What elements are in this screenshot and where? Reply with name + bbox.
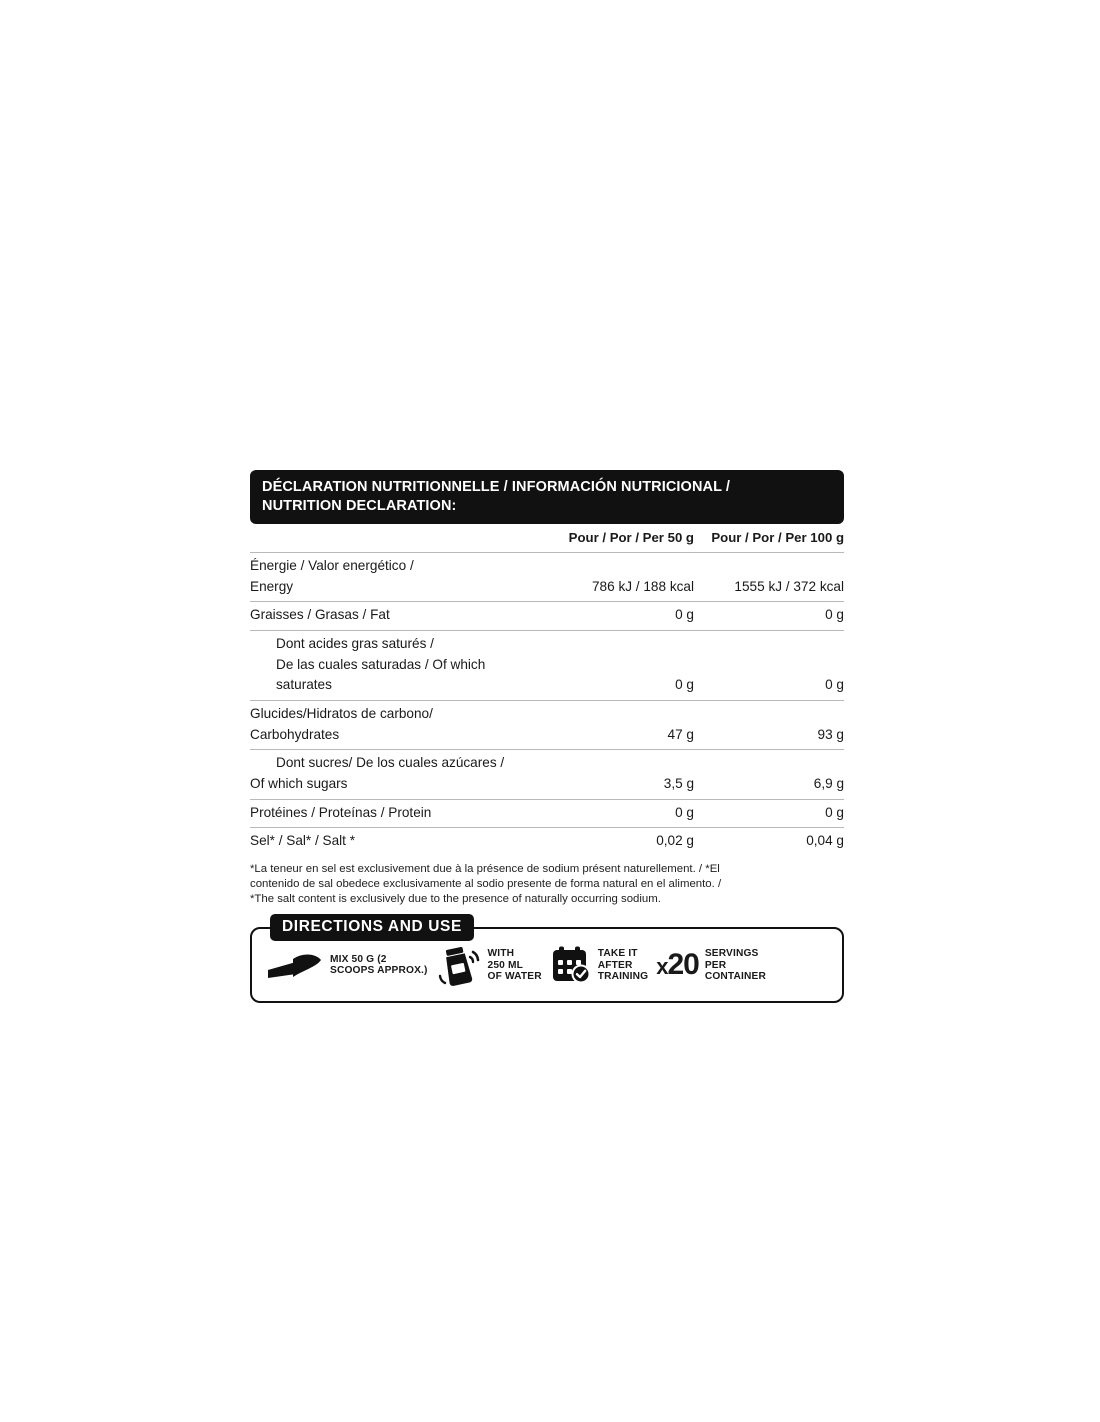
row-label-line-1: Protéines / Proteínas / Protein [250,804,432,820]
servings-icon [656,950,699,980]
row-label-line-1: Sel* / Sal* / Salt * [250,833,356,849]
shaker-icon [436,943,482,987]
row-label-line-1: Dont sucres/ De los cuales azúcares / [276,755,505,771]
row-value-per-100g: 1555 kJ / 372 kcal [734,578,844,594]
row-value-per-50g: 0 g [675,677,694,693]
row-value-per-50g: 0 g [675,607,694,623]
nutrition-declaration-header [250,470,844,524]
table-row [250,602,844,631]
table-row [250,701,844,750]
direction-step-servings-text [705,948,766,982]
direction-step-mix-line-2: SCOOPS APPROX.) [330,965,428,977]
row-value-per-100g: 0 g [825,607,844,623]
direction-step-servings-line-3: CONTAINER [704,971,766,983]
direction-step-mix [266,948,428,982]
row-label-line-2: De las cuales saturadas / Of which saturates [276,656,486,693]
column-header-per-100g: Pour / Por / Per 100 g [711,530,844,546]
row-value-per-100g: 0 g [825,804,844,820]
row-value-per-50g: 786 kJ / 188 kcal [591,578,694,594]
table-row [250,750,844,799]
direction-step-timing-line-1: TAKE IT [597,948,638,960]
table-header-row [250,530,844,553]
row-value-per-100g: 6,9 g [813,776,844,791]
row-label-line-1: Graisses / Grasas / Fat [250,607,390,623]
direction-step-servings-line-2: PER [704,959,727,971]
row-value-per-100g: 93 g [817,726,844,742]
table-row [250,631,844,701]
direction-step-mix-line-1: MIX 50 G (2 [330,954,387,966]
row-value-per-50g: 0,02 g [656,833,694,849]
footnote-line-1: *La teneur en sel est exclusivement due à la présence de sodium présent naturellement. / *El [250,862,720,875]
row-value-per-50g: 0 g [675,804,694,820]
row-value-per-50g: 47 g [667,726,694,742]
row-value-per-100g: 0,04 g [806,833,844,849]
row-label-line-1: Énergie / Valor energético / [250,558,414,574]
row-label-energy [250,553,536,602]
direction-step-mix-text [330,954,428,977]
table-row [250,828,844,856]
column-header-label [250,530,536,553]
row-label-salt [250,828,536,856]
row-label-line-1: Glucides/Hidratos de carbono/ [250,706,433,722]
nutrition-table-head [250,530,844,553]
direction-step-water-line-2: 250 ML [487,959,523,971]
table-row [250,553,844,602]
direction-step-water-text [488,948,542,982]
directions-and-use-box [250,918,844,1003]
direction-step-timing-line-2: AFTER [597,959,633,971]
nutrition-panel [250,470,844,1003]
row-label-carbohydrates [250,701,536,750]
nutrition-header-line-2: NUTRITION DECLARATION: [262,497,457,514]
table-row [250,799,844,828]
nutrition-table-body [250,553,844,856]
servings-multiplier: x [656,954,668,980]
direction-step-water [436,943,542,987]
nutrition-header-line-1: DÉCLARATION NUTRITIONNELLE / INFORMACIÓN NUTRICIONAL / [262,479,731,495]
servings-amount: 20 [667,948,699,982]
column-header-per-50g: Pour / Por / Per 50 g [568,530,694,546]
calendar-check-icon [550,945,592,985]
row-value-per-50g: 3,5 g [663,776,694,791]
row-label-line-2: Of which sugars [250,776,348,791]
row-label-line-1: Dont acides gras saturés / [276,636,434,652]
scoop-icon [266,948,324,982]
direction-step-servings-line-1: SERVINGS [704,948,759,960]
row-label-line-2: Carbohydrates [250,726,340,742]
row-label-sugars [250,750,536,799]
direction-step-timing [550,945,648,985]
nutrition-table [250,530,844,856]
row-label-fat [250,602,536,631]
directions-title: DIRECTIONS AND USE [270,914,474,941]
salt-footnote [250,862,844,907]
row-label-protein [250,799,536,828]
direction-step-timing-text [598,948,648,982]
direction-step-servings [656,948,766,982]
direction-step-water-line-3: OF WATER [487,971,542,983]
direction-step-timing-line-3: TRAINING [597,971,649,983]
footnote-line-2: contenido de sal obedece exclusivamente al sodio presente de forma natural en el alimento. / [250,878,722,891]
direction-step-water-line-1: WITH [487,948,515,960]
row-label-line-2: Energy [250,578,294,594]
row-label-saturates [250,631,536,701]
footnote-line-3: *The salt content is exclusively due to the presence of naturally occurring sodium. [250,893,661,906]
row-value-per-100g: 0 g [825,677,844,693]
